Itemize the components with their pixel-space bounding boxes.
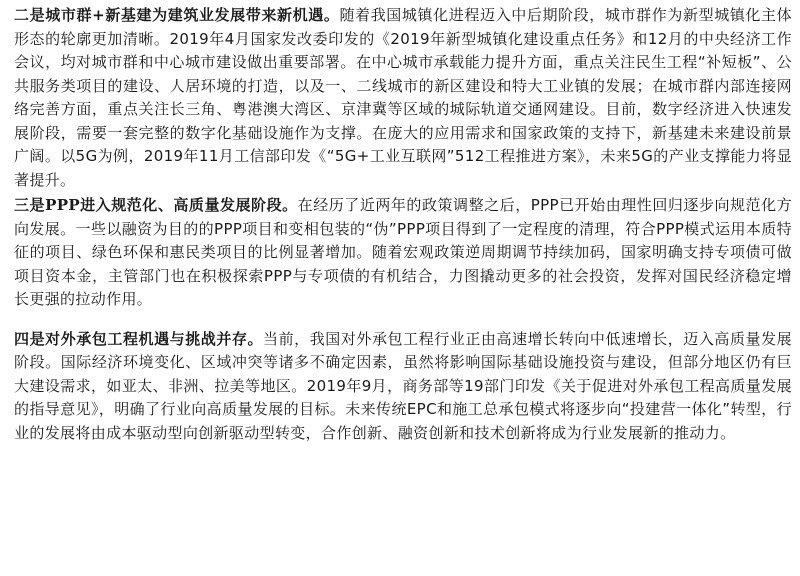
paragraph-overseas-contracting: [14, 328, 792, 446]
paragraph-urban-clusters: [14, 4, 792, 192]
paragraph-lead: 二是城市群+新基建为建筑业发展带来新机遇。: [14, 6, 340, 24]
paragraph-lead: 四是对外承包工程机遇与挑战并存。: [14, 329, 264, 348]
paragraph-body: 当前，我国对外承包工程行业正由高速增长转向中低速增长，迈入高质量发展阶段。国际经济环境变化、区域冲突等诸多不确定因素，虽然将影响国际基础设施投资与建设，但部分地区仍有巨大建设需求，如亚太、非洲、拉美等地区。2019年9月，商务部等19部门印发《关于促进对外承包工程高质量发展的指导意见》，明确了行业向高质量发展的目标。未来传统EPC和施工总承包模式将逐步向“投建营一体化”转型，行业的发展将由成本驱动型向创新驱动型转变，合作创新、融资创新和技术创新将成为行业发展新的推动力。: [14, 329, 792, 442]
paragraph-body: 在经历了近两年的政策调整之后，PPP已开始由理性回归逐步向规范化方向发展。一些以融资为目的的PPP项目和变相包装的“伪”PPP项目得到了一定程度的清理，符合PPP模式运用本质特征的项目、绿色环保和惠民类项目的比例显著增加。随着宏观政策逆周期调节持续加码，国家明确支持专项债可做项目资本金，主管部门也在积极探索PPP与专项债的有机结合，力图撬动更多的社会投资，发挥对国民经济稳定增长更强的拉动作用。: [14, 196, 792, 308]
paragraph-lead: 三是PPP进入规范化、高质量发展阶段。: [14, 196, 298, 214]
paragraph-ppp: [14, 194, 792, 312]
paragraph-body: 随着我国城镇化进程迈入中后期阶段，城市群作为新型城镇化主体形态的轮廓更加清晰。2019年4月国家发改委印发的《2019年新型城镇化建设重点任务》和12月的中央经济工作会议，均对城市群和中心城市建设做出重要部署。在中心城市承载能力提升方面，重点关注民生工程“补短板”、公共服务类项目的建设、人居环境的打造，以及一、二线城市的新区建设和特大工业镇的发展；在城市群内部连接网络完善方面，重点关注长三角、粤港澳大湾区、京津冀等区域的城际轨道交通网建设。目前，数字经济进入快速发展阶段，需要一套完整的数字化基础设施作为支撑。在庞大的应用需求和国家政策的支持下，新基建未来建设前景广阔。以5G为例，2019年11月工信部印发《“5G+工业互联网”512工程推进方案》，未来5G的产业支撑能力将显著提升。: [14, 6, 793, 189]
